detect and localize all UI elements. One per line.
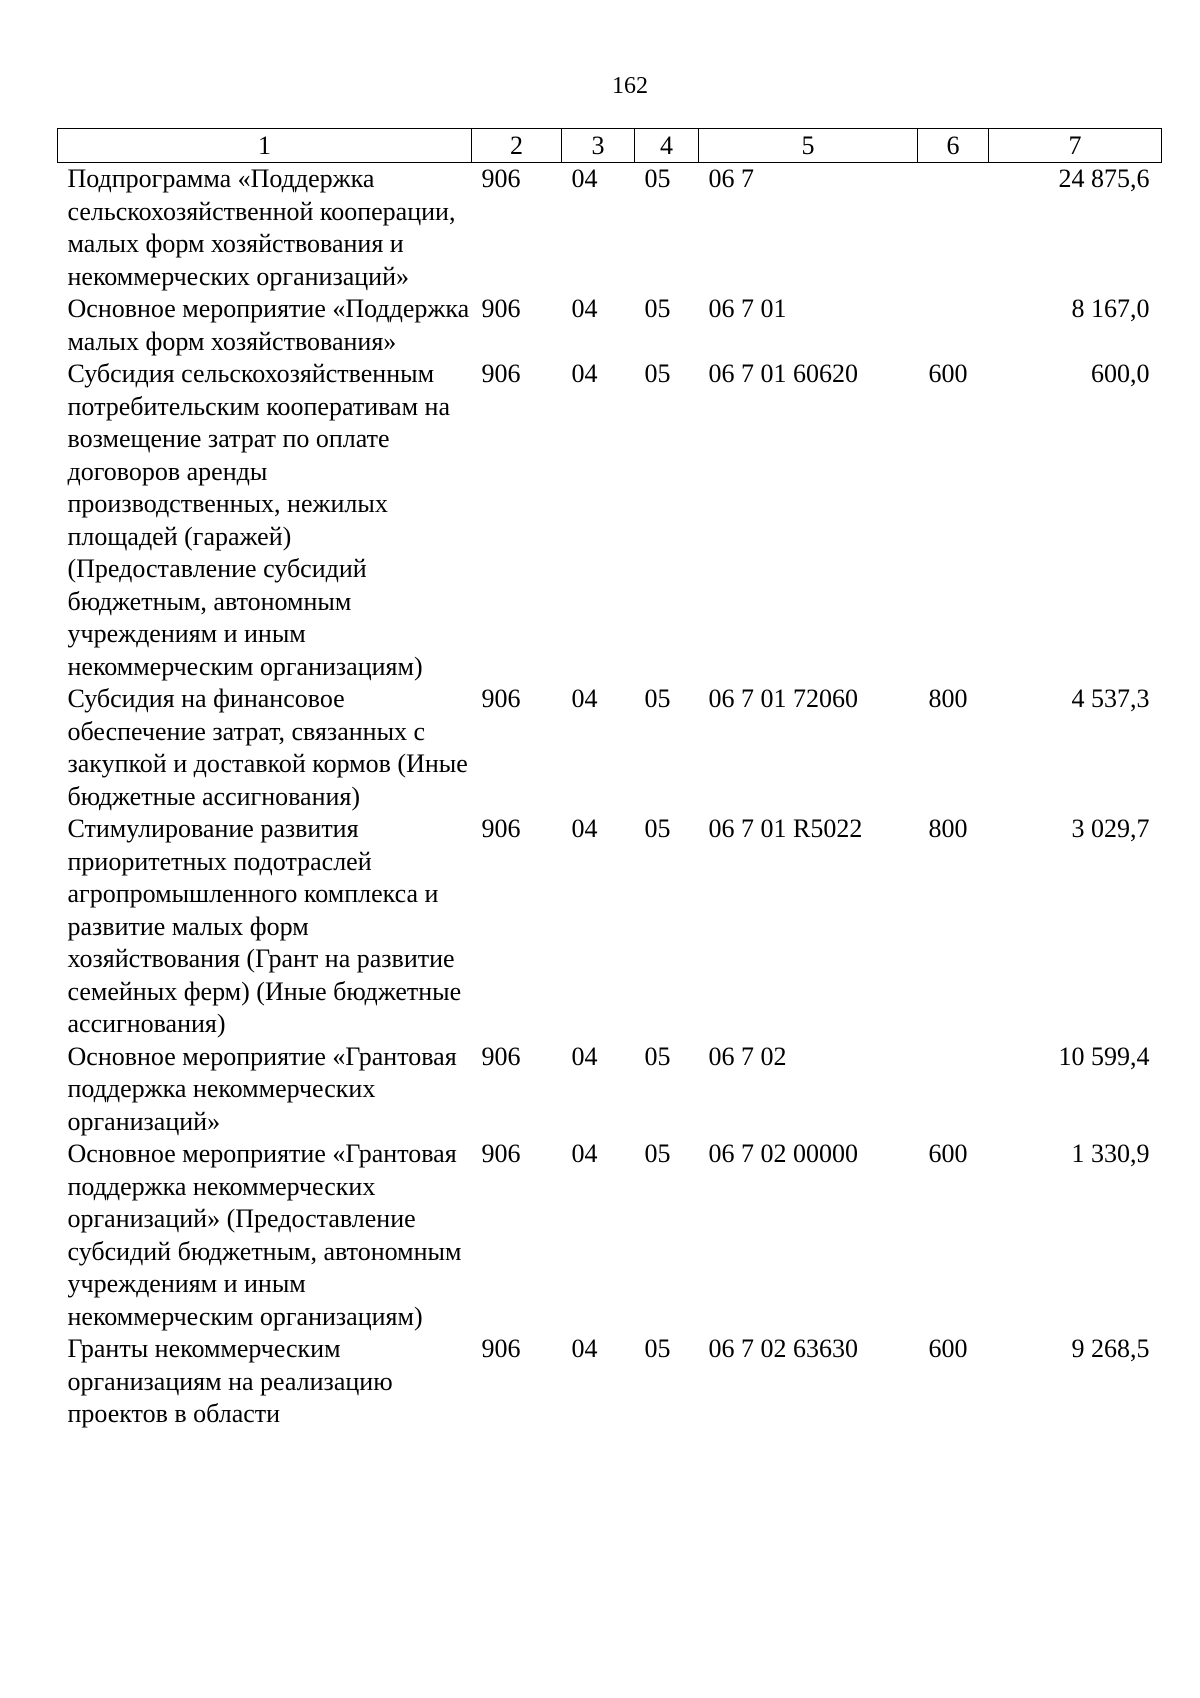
row-name: Основное мероприятие «Грантовая поддержка некоммерческих организаций» (Предоставление субсидий бюджетным, автономным учреждениям и иным некоммерческим организациям) xyxy=(67,1139,462,1331)
row-amount: 1 330,9 xyxy=(1071,1139,1150,1168)
row-target-code: 06 7 xyxy=(708,164,754,193)
header-col-7: 7 xyxy=(989,129,1162,163)
page-number: 162 xyxy=(612,73,648,99)
row-ministry-code: 906 xyxy=(481,1041,521,1071)
table-row xyxy=(58,683,1162,813)
row-amount: 4 537,3 xyxy=(1071,684,1150,713)
table-row xyxy=(58,1333,1162,1431)
table-row xyxy=(58,163,1162,294)
row-name: Основное мероприятие «Грантовая поддержка некоммерческих организаций» xyxy=(67,1041,457,1136)
row-ministry-code: 906 xyxy=(481,164,521,193)
header-col-6: 6 xyxy=(918,129,989,163)
row-expense-type: 600 xyxy=(928,359,968,388)
table-row xyxy=(58,293,1162,358)
row-subsection-code: 05 xyxy=(644,1041,671,1071)
row-name: Субсидия сельскохозяйственным потребительским кооперативам на возмещение затрат по оплате договоров аренды производственных, нежилых площадей (гаражей) (Предоставление субсидий бюджетным, автономным учреждениям и иным некоммерческим организациям) xyxy=(67,359,450,681)
row-section-code: 04 xyxy=(571,1139,598,1168)
row-expense-type: 600 xyxy=(928,1334,968,1363)
table-row xyxy=(58,358,1162,683)
row-section-code: 04 xyxy=(571,684,598,713)
row-amount: 24 875,6 xyxy=(1058,164,1150,193)
row-target-code: 06 7 01 60620 xyxy=(708,359,858,388)
row-target-code: 06 7 02 xyxy=(708,1041,787,1071)
row-subsection-code: 05 xyxy=(644,359,671,388)
header-row xyxy=(58,129,1162,163)
row-ministry-code: 906 xyxy=(481,1139,521,1168)
budget-table xyxy=(57,128,1162,1431)
row-name: Подпрограмма «Поддержка сельскохозяйственной кооперации, малых форм хозяйствования и некоммерческих организаций» xyxy=(67,164,456,291)
row-ministry-code: 906 xyxy=(481,359,521,388)
row-expense-type xyxy=(918,293,989,358)
row-section-code: 04 xyxy=(571,164,598,193)
row-name: Стимулирование развития приоритетных подотраслей агропромышленного комплекса и развитие малых форм хозяйствования (Грант на развитие семейных ферм) (Иные бюджетные ассигнования) xyxy=(67,814,462,1038)
row-target-code: 06 7 01 72060 xyxy=(708,684,858,713)
row-amount: 600,0 xyxy=(1091,359,1150,388)
header-col-4: 4 xyxy=(635,129,699,163)
row-expense-type xyxy=(918,163,989,294)
row-amount: 10 599,4 xyxy=(1058,1041,1150,1071)
row-amount: 3 029,7 xyxy=(1071,814,1150,843)
row-target-code: 06 7 01 xyxy=(708,294,787,323)
row-amount: 9 268,5 xyxy=(1071,1334,1150,1363)
row-expense-type xyxy=(918,1041,989,1139)
row-section-code: 04 xyxy=(571,1334,598,1363)
row-expense-type: 800 xyxy=(928,814,968,843)
row-section-code: 04 xyxy=(571,1041,598,1071)
table-row xyxy=(58,813,1162,1041)
table-row xyxy=(58,1041,1162,1139)
row-subsection-code: 05 xyxy=(644,294,671,323)
row-section-code: 04 xyxy=(571,359,598,388)
row-subsection-code: 05 xyxy=(644,814,671,843)
table-header xyxy=(58,129,1162,163)
row-expense-type: 800 xyxy=(928,684,968,713)
row-name: Субсидия на финансовое обеспечение затрат, связанных с закупкой и доставкой кормов (Иные бюджетные ассигнования) xyxy=(67,684,468,811)
row-ministry-code: 906 xyxy=(481,684,521,713)
row-ministry-code: 906 xyxy=(481,1334,521,1363)
table-row xyxy=(58,1138,1162,1333)
row-target-code: 06 7 02 00000 xyxy=(708,1139,858,1168)
row-ministry-code: 906 xyxy=(481,814,521,843)
header-col-2: 2 xyxy=(472,129,562,163)
row-subsection-code: 05 xyxy=(644,684,671,713)
table-body xyxy=(58,163,1162,1431)
row-section-code: 04 xyxy=(571,814,598,843)
row-expense-type: 600 xyxy=(928,1139,968,1168)
header-col-1: 1 xyxy=(58,129,472,163)
row-amount: 8 167,0 xyxy=(1071,294,1150,323)
row-subsection-code: 05 xyxy=(644,1139,671,1168)
row-subsection-code: 05 xyxy=(644,1334,671,1363)
header-col-3: 3 xyxy=(562,129,635,163)
row-name: Гранты некоммерческим организациям на реализацию проектов в области xyxy=(67,1334,393,1428)
row-ministry-code: 906 xyxy=(481,294,521,323)
row-subsection-code: 05 xyxy=(644,164,671,193)
header-col-5: 5 xyxy=(699,129,918,163)
row-section-code: 04 xyxy=(571,294,598,323)
row-target-code: 06 7 02 63630 xyxy=(708,1334,858,1363)
row-name: Основное мероприятие «Поддержка малых форм хозяйствования» xyxy=(67,294,470,356)
row-target-code: 06 7 01 R5022 xyxy=(708,814,863,843)
